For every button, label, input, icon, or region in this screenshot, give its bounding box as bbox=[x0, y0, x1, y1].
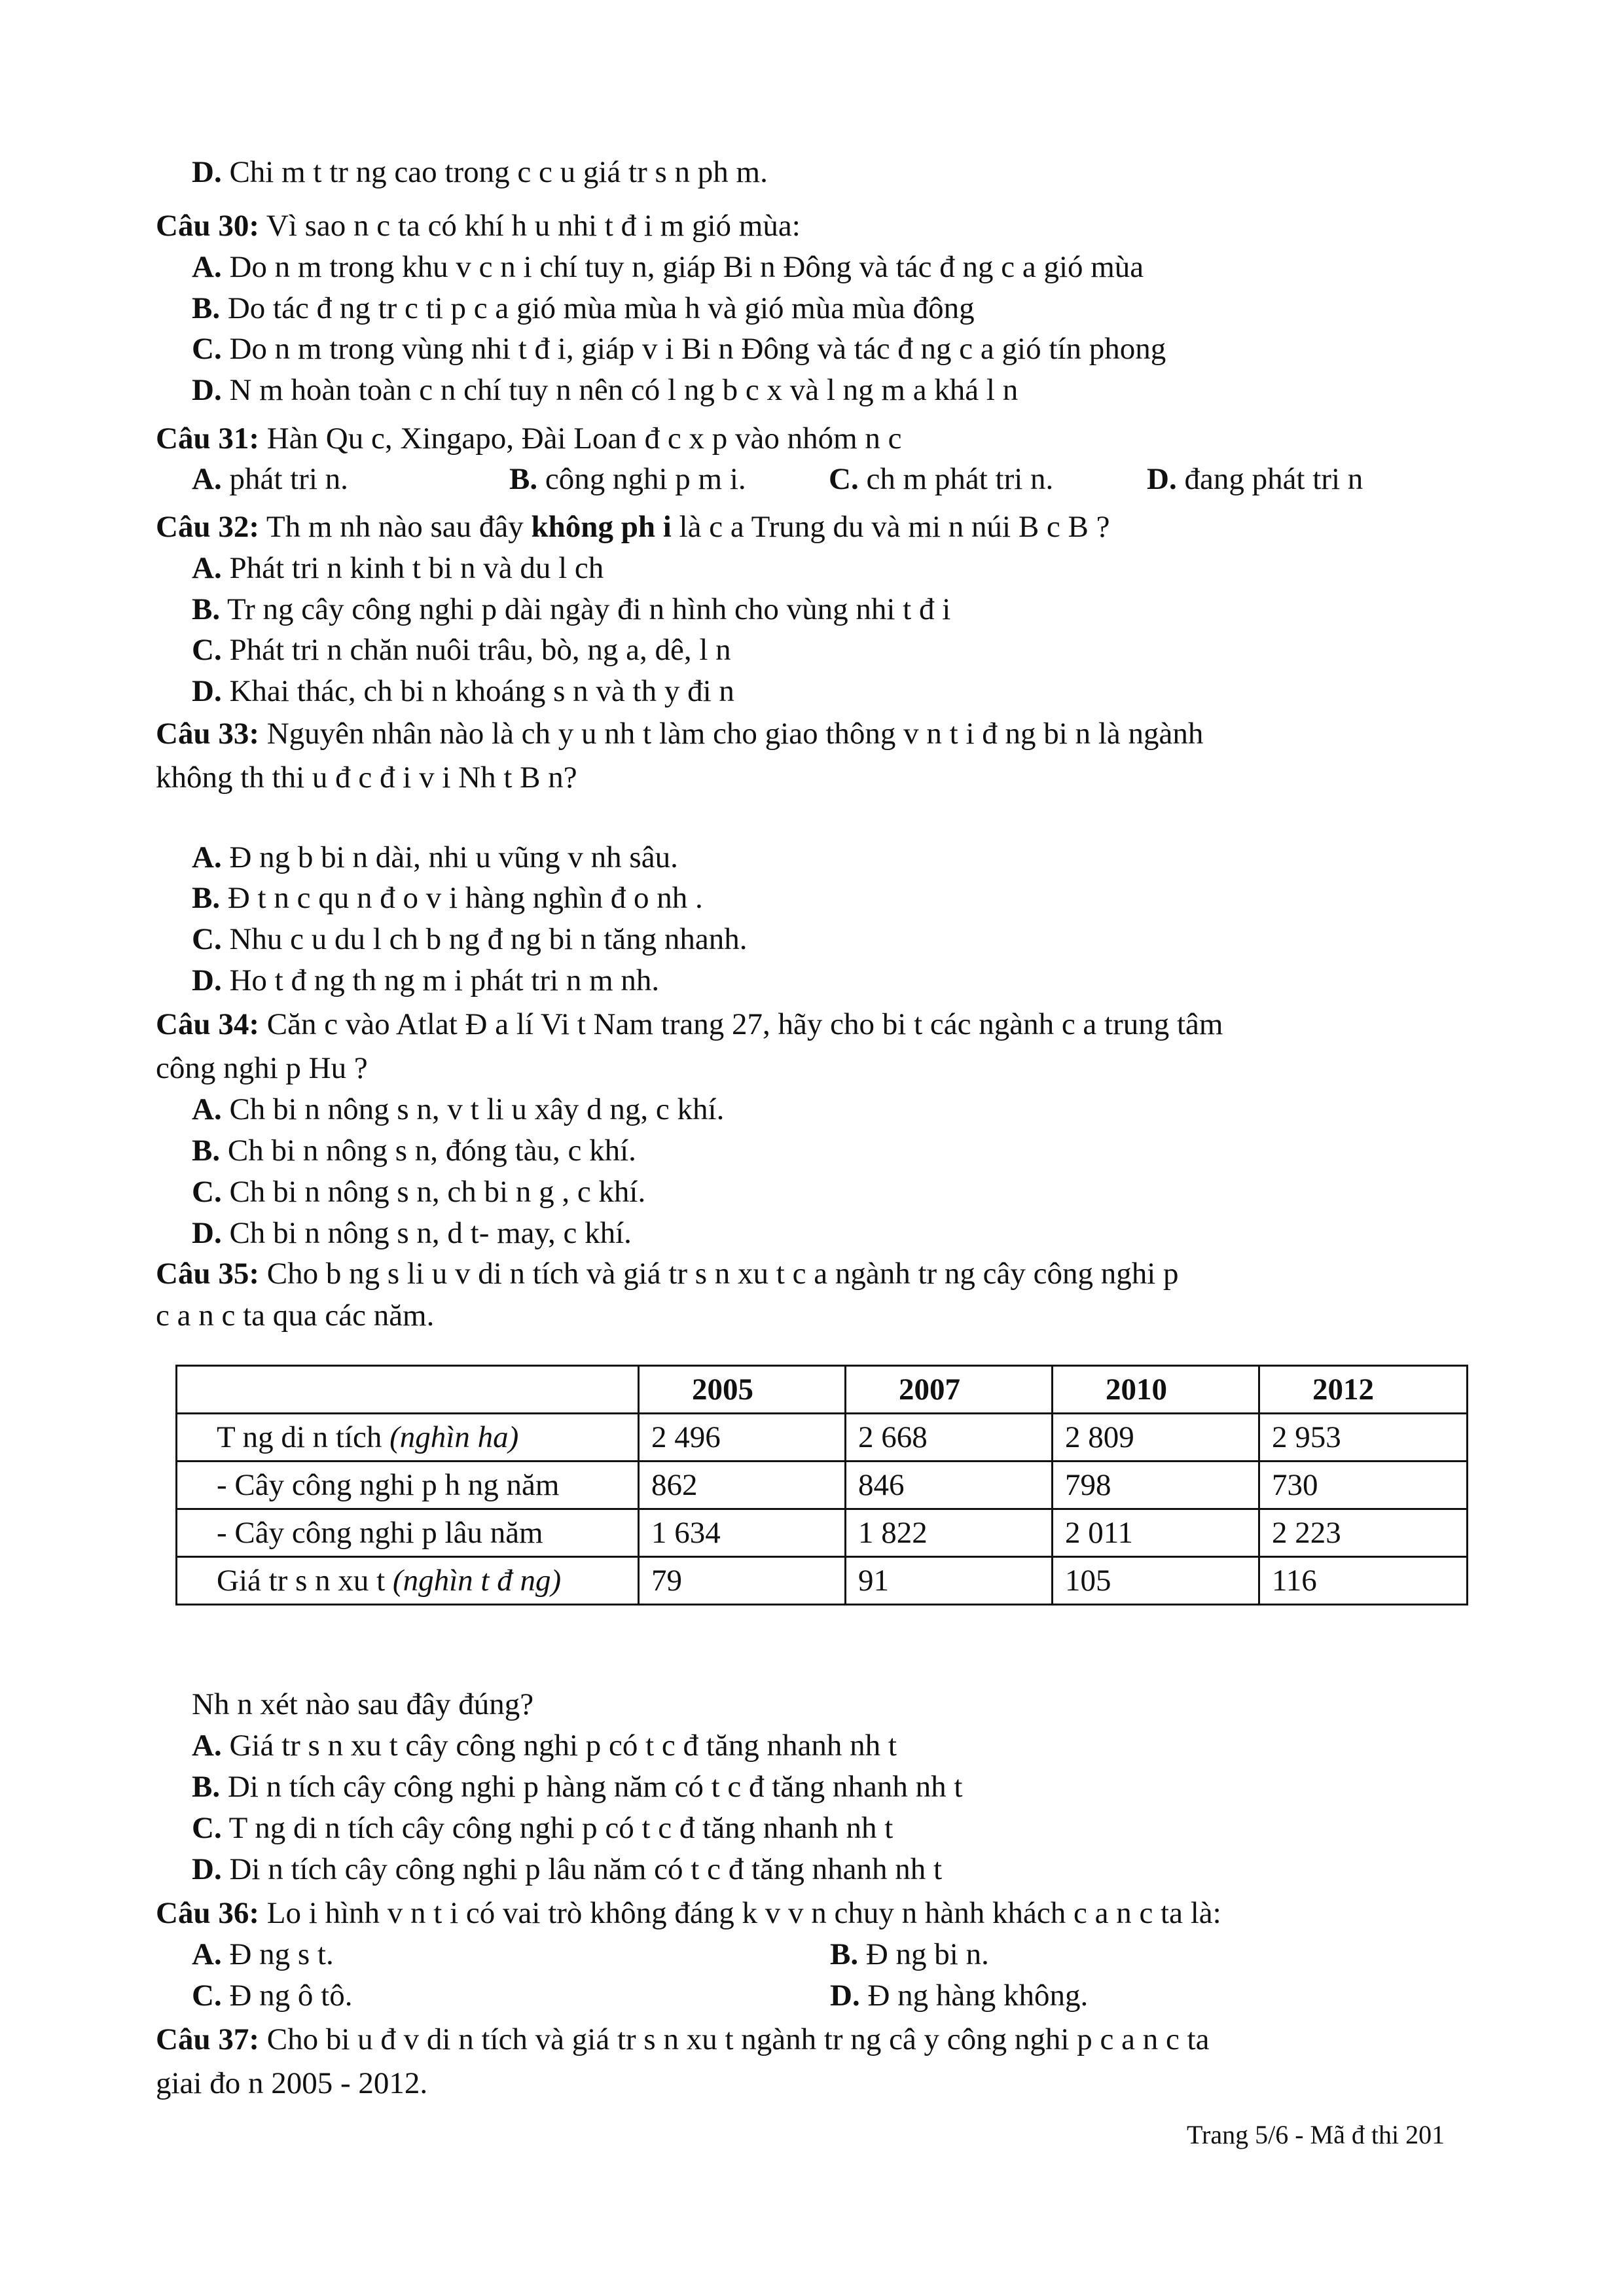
page-footer: Trang 5/6 - Mã đ thi 201 bbox=[1187, 2120, 1445, 2149]
table-header-year: 2005 bbox=[639, 1366, 846, 1414]
q30-option-d: D. N m hoàn toàn c n chí tuy n nên có l ng b c x và l ng m a khá l n bbox=[192, 373, 1019, 407]
q32-option-a: A. Phát tri n kinh t bi n và du l ch bbox=[192, 551, 604, 585]
row-label: - Cây công nghi p lâu năm bbox=[177, 1509, 639, 1557]
question-32: Câu 32: Th m nh nào sau đây không ph i là c a Trung du và mi n núi B c B ? bbox=[156, 510, 1110, 544]
q35-option-c: C. T ng di n tích cây công nghi p có t c đ tăng nhanh nh t bbox=[192, 1811, 893, 1845]
table-header-year: 2007 bbox=[846, 1366, 1053, 1414]
table-header-row bbox=[177, 1366, 1468, 1414]
question-37: Câu 37: Cho bi u đ v di n tích và giá tr s n xu t ngành tr ng câ y công nghi p c a n c ta bbox=[156, 2022, 1210, 2056]
q32-option-c: C. Phát tri n chăn nuôi trâu, bò, ng a, dê, l n bbox=[192, 633, 731, 667]
table-cell: 2 809 bbox=[1053, 1414, 1259, 1462]
q35-option-b: B. Di n tích cây công nghi p hàng năm có t c đ tăng nhanh nh t bbox=[192, 1770, 963, 1804]
question-31: Câu 31: Hàn Qu c, Xingapo, Đài Loan đ c x p vào nhóm n c bbox=[156, 422, 902, 456]
q30-option-a: A. Do n m trong khu v c n i chí tuy n, giáp Bi n Đông và tác đ ng c a gió mùa bbox=[192, 250, 1144, 284]
question-37-cont: giai đo n 2005 - 2012. bbox=[156, 2066, 428, 2100]
table-cell: 730 bbox=[1259, 1462, 1468, 1509]
q32-option-b: B. Tr ng cây công nghi p dài ngày đi n hình cho vùng nhi t đ i bbox=[192, 592, 951, 626]
q35-option-a: A. Giá tr s n xu t cây công nghi p có t c đ tăng nhanh nh t bbox=[192, 1729, 897, 1763]
q31-option-d: D. đang phát tri n bbox=[1147, 462, 1363, 496]
q36-option-d: D. Đ ng hàng không. bbox=[830, 1979, 1089, 2013]
table-cell: 105 bbox=[1053, 1557, 1259, 1605]
table-header-year: 2012 bbox=[1259, 1366, 1468, 1414]
table-cell: 2 953 bbox=[1259, 1414, 1468, 1462]
q35-prompt: Nh n xét nào sau đây đúng? bbox=[192, 1687, 534, 1721]
q33-option-b: B. Đ t n c qu n đ o v i hàng nghìn đ o nh . bbox=[192, 881, 703, 915]
question-34: Câu 34: Căn c vào Atlat Đ a lí Vi t Nam trang 27, hãy cho bi t các ngành c a trung tâm bbox=[156, 1007, 1223, 1041]
table-header-empty bbox=[177, 1366, 639, 1414]
table-cell: 91 bbox=[846, 1557, 1053, 1605]
table-row bbox=[177, 1557, 1468, 1605]
q34-option-b: B. Ch bi n nông s n, đóng tàu, c khí. bbox=[192, 1134, 636, 1168]
q31-option-c: C. ch m phát tri n. bbox=[829, 462, 1054, 496]
table-cell: 2 223 bbox=[1259, 1509, 1468, 1557]
q33-option-d: D. Ho t đ ng th ng m i phát tri n m nh. bbox=[192, 963, 660, 997]
table-cell: 1 822 bbox=[846, 1509, 1053, 1557]
table-row bbox=[177, 1509, 1468, 1557]
q34-option-a: A. Ch bi n nông s n, v t li u xây d ng, c khí. bbox=[192, 1092, 725, 1126]
q36-option-b: B. Đ ng bi n. bbox=[830, 1937, 989, 1971]
q36-option-a: A. Đ ng s t. bbox=[192, 1937, 334, 1971]
q30-option-b: B. Do tác đ ng tr c ti p c a gió mùa mùa h và gió mùa mùa đông bbox=[192, 291, 975, 325]
question-35-cont: c a n c ta qua các năm. bbox=[156, 1299, 435, 1333]
q36-option-c: C. Đ ng ô tô. bbox=[192, 1979, 353, 2013]
table-cell: 2 011 bbox=[1053, 1509, 1259, 1557]
q33-option-c: C. Nhu c u du l ch b ng đ ng bi n tăng nhanh. bbox=[192, 922, 748, 956]
question-33: Câu 33: Nguyên nhân nào là ch y u nh t làm cho giao thông v n t i đ ng bi n là ngành bbox=[156, 717, 1204, 751]
table-cell: 116 bbox=[1259, 1557, 1468, 1605]
q35-option-d: D. Di n tích cây công nghi p lâu năm có t c đ tăng nhanh nh t bbox=[192, 1852, 943, 1886]
q34-option-c: C. Ch bi n nông s n, ch bi n g , c khí. bbox=[192, 1175, 646, 1209]
q30-option-c: C. Do n m trong vùng nhi t đ i, giáp v i Bi n Đông và tác đ ng c a gió tín phong bbox=[192, 332, 1166, 366]
question-30: Câu 30: Vì sao n c ta có khí h u nhi t đ i m gió mùa: bbox=[156, 209, 801, 243]
option-d-prev: D. Chi m t tr ng cao trong c c u giá tr s n ph m. bbox=[192, 155, 768, 189]
table-cell: 2 668 bbox=[846, 1414, 1053, 1462]
table-cell: 2 496 bbox=[639, 1414, 846, 1462]
row-label: T ng di n tích (nghìn ha) bbox=[177, 1414, 639, 1462]
q31-option-b: B. công nghi p m i. bbox=[509, 462, 746, 496]
q34-option-d: D. Ch bi n nông s n, d t- may, c khí. bbox=[192, 1216, 632, 1250]
table-row bbox=[177, 1414, 1468, 1462]
table-cell: 798 bbox=[1053, 1462, 1259, 1509]
question-35: Câu 35: Cho b ng s li u v di n tích và giá tr s n xu t c a ngành tr ng cây công nghi p bbox=[156, 1257, 1179, 1291]
q31-option-a: A. phát tri n. bbox=[192, 462, 348, 496]
question-33-cont: không th thi u đ c đ i v i Nh t B n? bbox=[156, 761, 577, 795]
q32-option-d: D. Khai thác, ch bi n khoáng s n và th y đi n bbox=[192, 674, 734, 708]
table-cell: 1 634 bbox=[639, 1509, 846, 1557]
table-cell: 846 bbox=[846, 1462, 1053, 1509]
row-label: Giá tr s n xu t (nghìn t đ ng) bbox=[177, 1557, 639, 1605]
table-header-year: 2010 bbox=[1053, 1366, 1259, 1414]
row-label: - Cây công nghi p h ng năm bbox=[177, 1462, 639, 1509]
table-cell: 862 bbox=[639, 1462, 846, 1509]
table-cell: 79 bbox=[639, 1557, 846, 1605]
question-34-cont: công nghi p Hu ? bbox=[156, 1051, 368, 1085]
q33-option-a: A. Đ ng b bi n dài, nhi u vũng v nh sâu. bbox=[192, 840, 678, 874]
table-row bbox=[177, 1462, 1468, 1509]
data-table bbox=[175, 1365, 1468, 1605]
question-36: Câu 36: Lo i hình v n t i có vai trò không đáng k v v n chuy n hành khách c a n c ta là: bbox=[156, 1896, 1221, 1930]
